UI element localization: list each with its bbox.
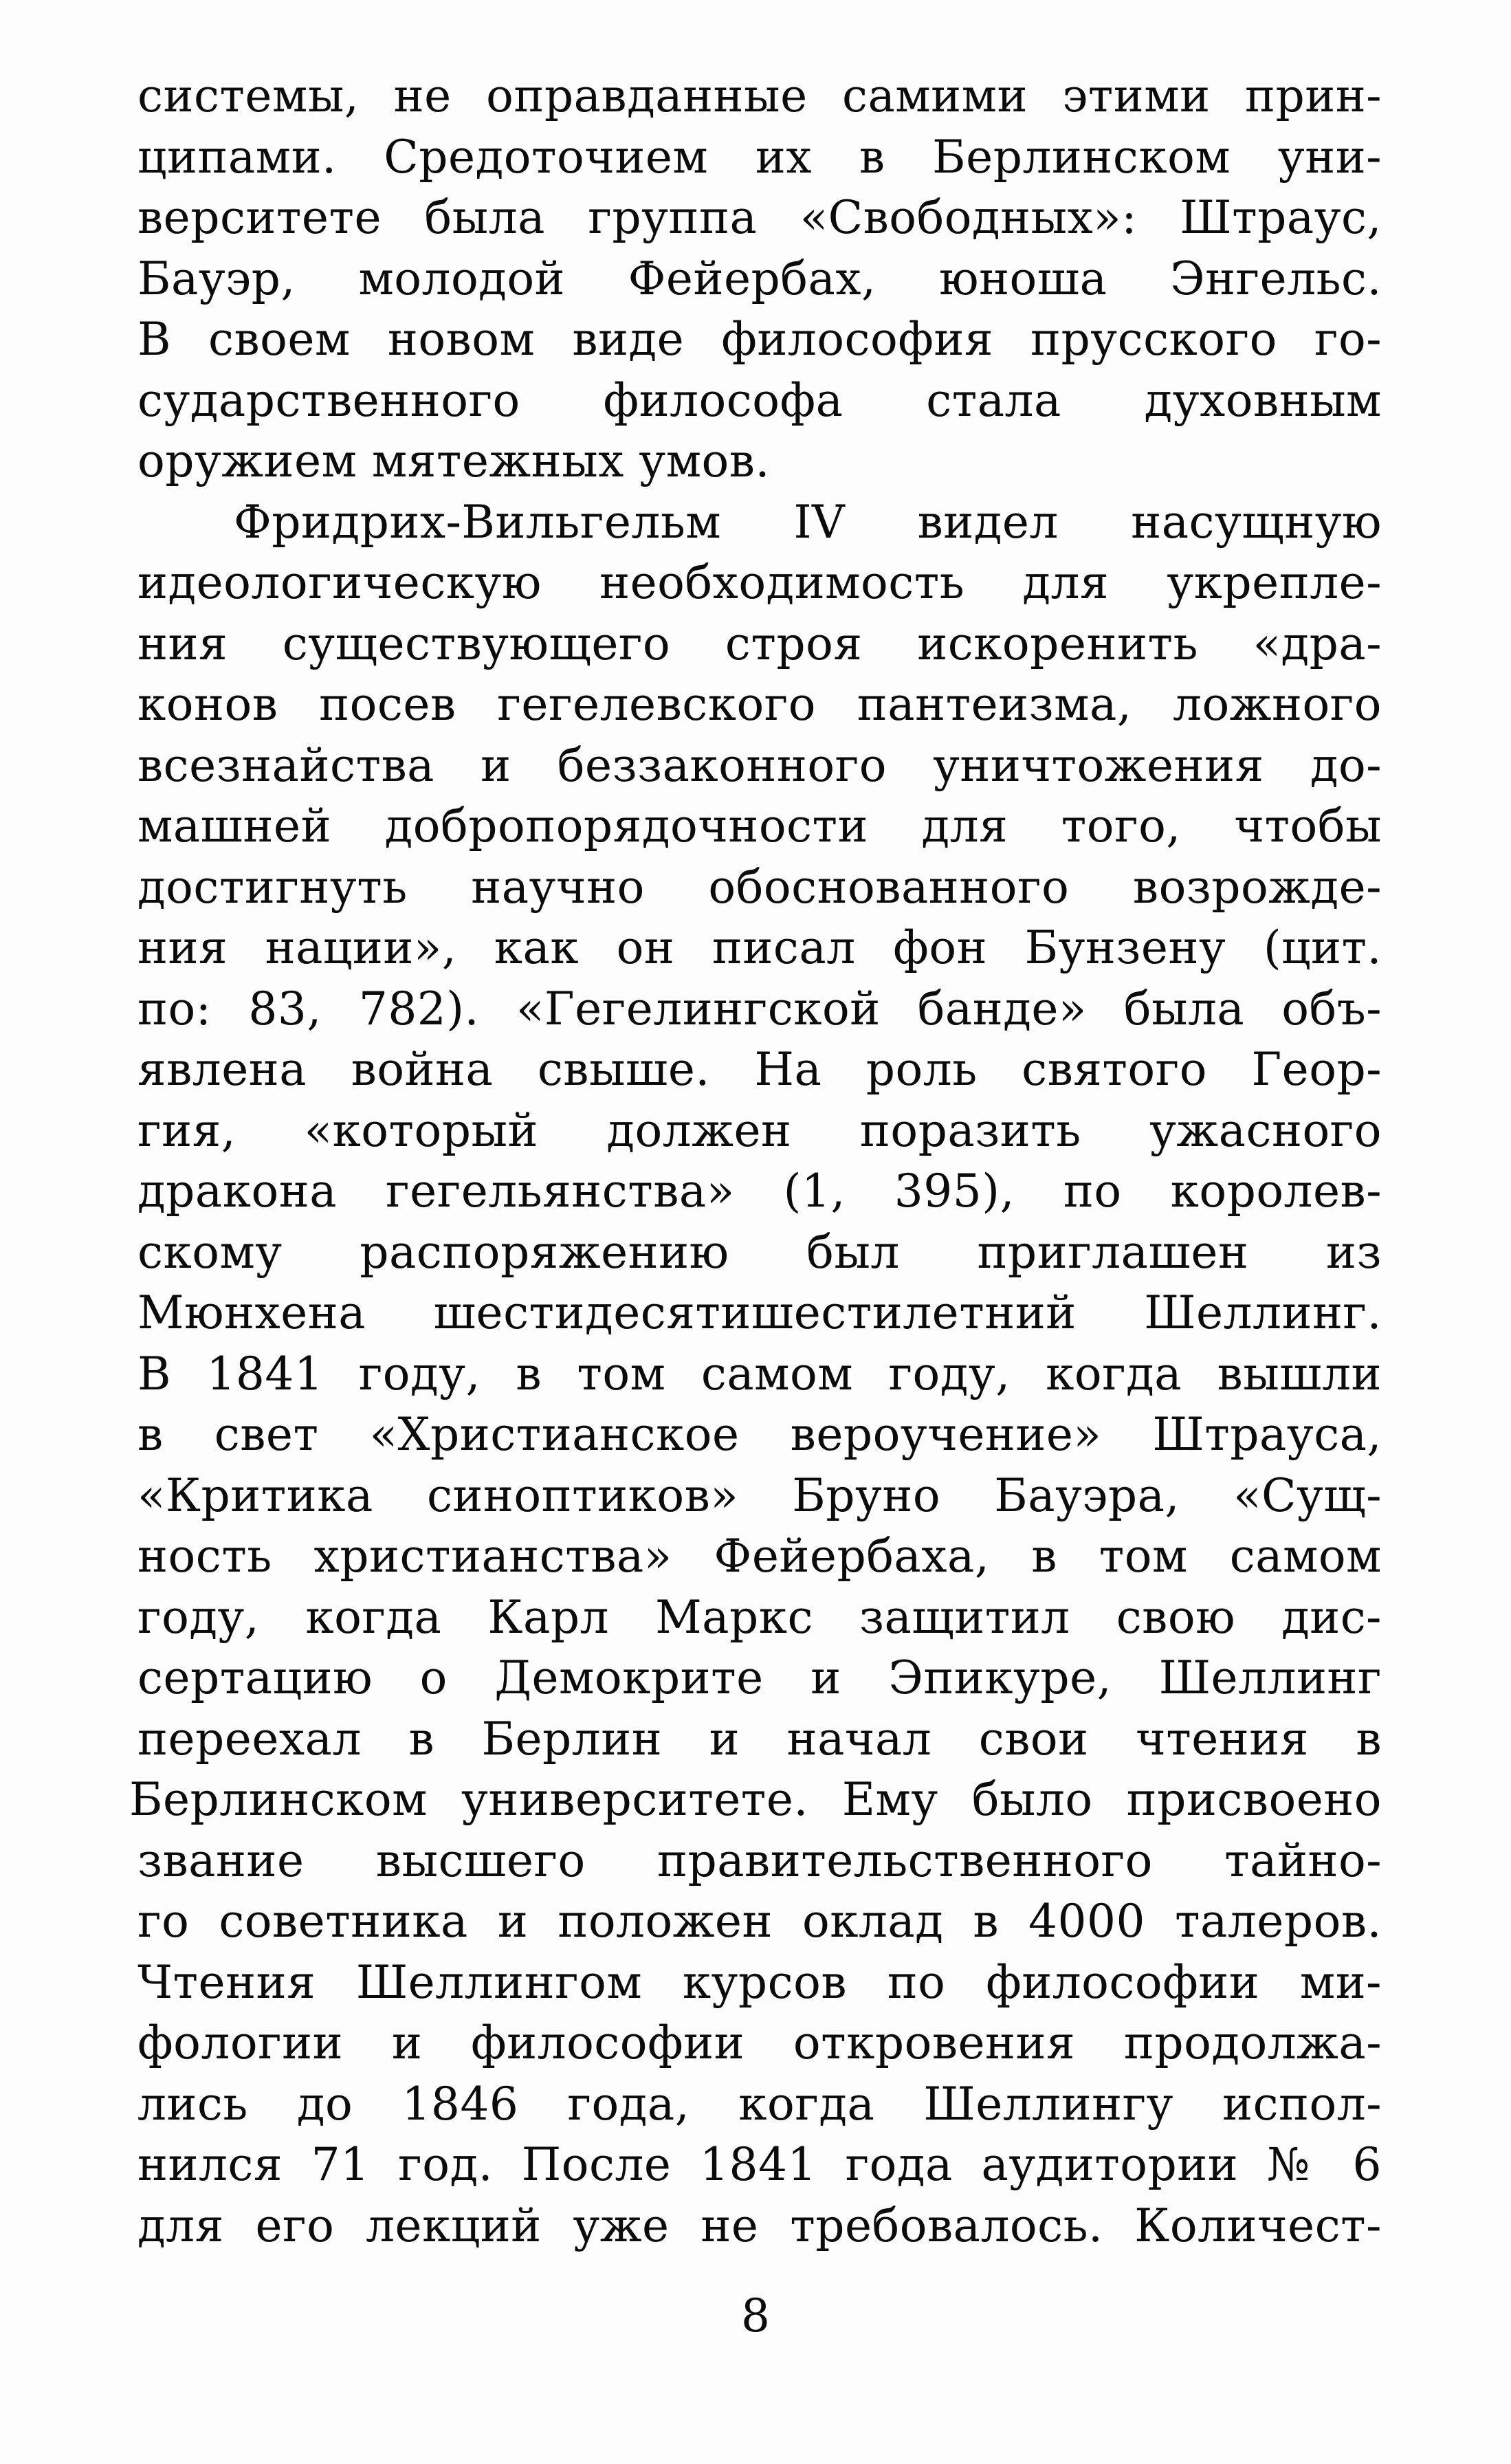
paragraph-first-line: Фридрих-Вильгельм IV видел насущную <box>234 495 1382 549</box>
text-line: го советника и положен оклад в 4000 талеров. <box>137 1895 1382 1948</box>
text-line: достигнуть научно обоснованного возрожде- <box>137 860 1382 914</box>
text-line: ность христианства» Фейербаха, в том самом <box>137 1530 1382 1583</box>
text-line: нился 71 год. После 1841 года аудитории № 6 <box>137 2138 1382 2191</box>
text-line: верситете была группа «Свободных»: Штраус, <box>137 191 1382 244</box>
page-number: 8 <box>741 2289 770 2342</box>
text-line: Берлинском университете. Ему было присвоено <box>129 1773 1382 1826</box>
text-line: году, когда Карл Маркс защитил свою дис- <box>137 1590 1382 1644</box>
text-line: В своем новом виде философия прусского го- <box>137 313 1382 366</box>
text-line: для его лекций уже не требовалось. Количест- <box>137 2199 1382 2252</box>
text-line: ципами. Средоточием их в Берлинском уни- <box>137 130 1382 184</box>
text-line: дракона гегельянства» (1, 395), по королев- <box>137 1165 1382 1218</box>
text-line: сударственного философа стала духовным <box>137 373 1382 427</box>
text-line: всезнайства и беззаконного уничтожения до- <box>137 738 1382 792</box>
text-line: В 1841 году, в том самом году, когда вышли <box>137 1347 1382 1400</box>
text-line: ния существующего строя искоренить «дра- <box>137 617 1382 670</box>
text-line: системы, не оправданные самими этими прин- <box>137 69 1382 122</box>
text-line: звание высшего правительственного тайно- <box>137 1834 1382 1887</box>
text-line: конов посев гегелевского пантеизма, ложного <box>137 678 1382 731</box>
text-line: сертацию о Демокрите и Эпикуре, Шеллинг <box>137 1651 1382 1704</box>
text-line: лись до 1846 года, когда Шеллингу испол- <box>137 2077 1382 2131</box>
text-line: идеологическую необходимость для укрепле- <box>137 556 1382 609</box>
text-line: гия, «который должен поразить ужасного <box>137 1103 1382 1157</box>
text-line: «Критика синоптиков» Бруно Бауэра, «Сущ- <box>137 1468 1382 1522</box>
text-line: в свет «Христианское вероучение» Штрауса, <box>137 1408 1382 1461</box>
text-line: явлена война свыше. На роль святого Геор- <box>137 1043 1382 1096</box>
text-line: оружием мятежных умов. <box>137 434 770 487</box>
text-line: Бауэр, молодой Фейербах, юноша Энгельс. <box>137 252 1382 305</box>
text-line: переехал в Берлин и начал свои чтения в <box>137 1712 1382 1766</box>
text-line: машней добропорядочности для того, чтобы <box>137 800 1382 852</box>
text-line: Мюнхена шестидесятишестилетний Шеллинг. <box>137 1286 1382 1339</box>
text-line: скому распоряжению был приглашен из <box>137 1225 1382 1279</box>
text-line: фологии и философии откровения продолжа- <box>137 2016 1382 2069</box>
body-text <box>129 66 1382 2256</box>
text-line: Чтения Шеллингом курсов по философии ми- <box>137 1955 1382 2009</box>
text-line: ния нации», как он писал фон Бунзену (цит. <box>137 921 1382 974</box>
text-line: по: 83, 782). «Гегелингской банде» была объ- <box>137 982 1382 1035</box>
